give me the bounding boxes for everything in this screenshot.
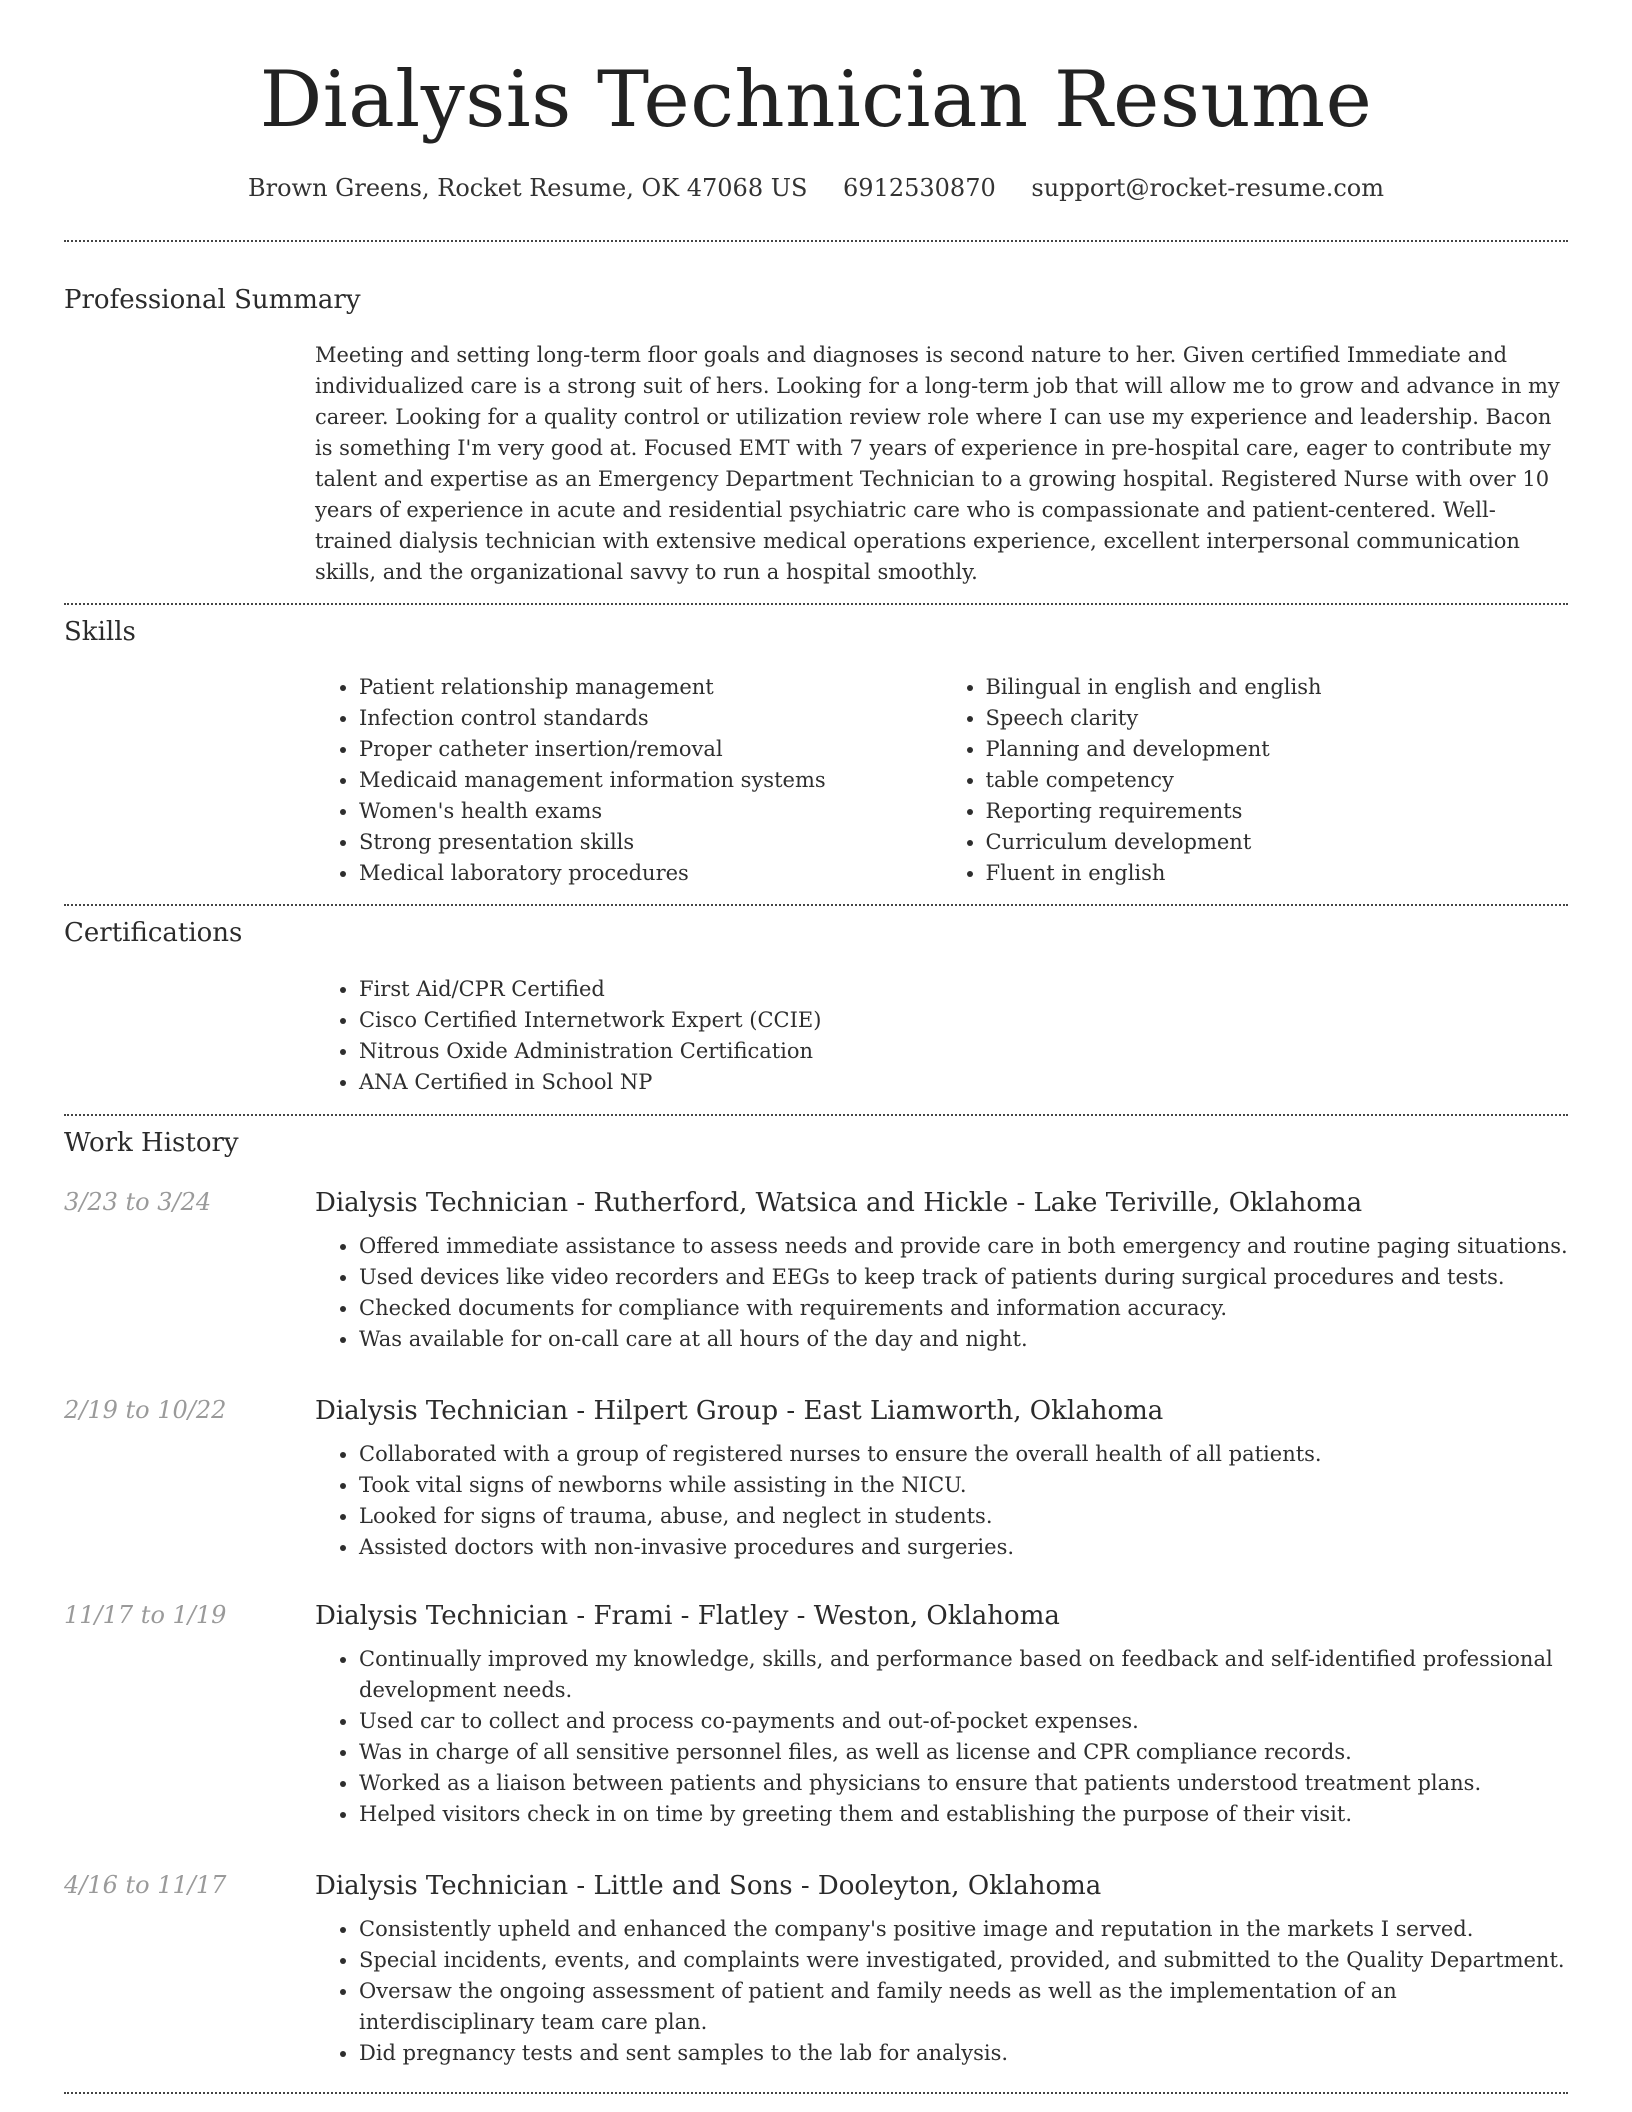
list-item: • Offered immediate assistance to assess needs and provide care in both emergency and routine paging situations.: [359, 1231, 1568, 1262]
list-item: • Patient relationship management: [359, 672, 942, 703]
summary-section: [315, 340, 1568, 588]
divider: [64, 603, 1568, 605]
list-item: • Strong presentation skills: [359, 827, 942, 858]
summary-heading: Professional Summary: [64, 285, 361, 315]
job-title: Dialysis Technician - Rutherford, Watsica and Hickle - Lake Teriville, Oklahoma: [315, 1188, 1363, 1218]
list-item: • Used car to collect and process co-payments and out-of-pocket expenses.: [359, 1706, 1568, 1737]
list-item: • Consistently upheld and enhanced the company's positive image and reputation in the markets I served.: [359, 1914, 1568, 1945]
certifications-section: [315, 974, 1568, 1098]
list-item: • Used devices like video recorders and EEGs to keep track of patients during surgical procedures and tests.: [359, 1262, 1568, 1293]
job-title: Dialysis Technician - Little and Sons - Dooleyton, Oklahoma: [315, 1871, 1102, 1901]
list-item: • Curriculum development: [986, 827, 1569, 858]
list-item: • Checked documents for compliance with requirements and information accuracy.: [359, 1293, 1568, 1324]
contact-address: Brown Greens, Rocket Resume, OK 47068 US: [247, 174, 808, 202]
resume-title: Dialysis Technician Resume: [259, 55, 1373, 145]
list-item: • Fluent in english: [986, 858, 1569, 889]
list-item: • Oversaw the ongoing assessment of patient and family needs as well as the implementation of an interdisciplinary team care plan.: [359, 1976, 1568, 2038]
job-bullets: [315, 1231, 1568, 1355]
job-dates: 4/16 to 11/17: [64, 1871, 227, 1899]
list-item: • Bilingual in english and english: [986, 672, 1569, 703]
certifications-list: [315, 974, 1568, 1098]
divider: [64, 904, 1568, 906]
list-item: • Looked for signs of trauma, abuse, and neglect in students.: [359, 1501, 1568, 1532]
job-title: Dialysis Technician - Hilpert Group - East Liamworth, Oklahoma: [315, 1396, 1164, 1426]
job-dates: 11/17 to 1/19: [64, 1601, 227, 1629]
list-item: • Was available for on-call care at all hours of the day and night.: [359, 1324, 1568, 1355]
summary-text: Meeting and setting long-term floor goals and diagnoses is second nature to her. Given certified Immediate and individualized care is a strong suit of hers. Looking for a long-term job that will allow me to grow and advance in my career. Looking for a quality control or utilization review role where I can use my experience and leadership. Bacon is something I'm very good at. Focused EMT with 7 years of experience in pre-hospital care, eager to contribute my talent and expertise as an Emergency Department Technician to a growing hospital. Registered Nurse with over 10 years of experience in acute and residential psychiatric care who is compassionate and patient-centered. Well-trained dialysis technician with extensive medical operations experience, excellent interpersonal communication skills, and the organizational savvy to run a hospital smoothly.: [315, 343, 1560, 584]
list-item: • Helped visitors check in on time by greeting them and establishing the purpose of their visit.: [359, 1799, 1568, 1830]
skills-section: [315, 672, 1568, 889]
list-item: • Medicaid management information systems: [359, 765, 942, 796]
list-item: • Planning and development: [986, 734, 1569, 765]
list-item: • Reporting requirements: [986, 796, 1569, 827]
list-item: • Women's health exams: [359, 796, 942, 827]
job-entry: [315, 1598, 1568, 1830]
list-item: • Special incidents, events, and complaints were investigated, provided, and submitted to the Quality Department.: [359, 1945, 1568, 1976]
list-item: • Proper catheter insertion/removal: [359, 734, 942, 765]
certifications-heading: Certifications: [64, 918, 243, 948]
list-item: • Nitrous Oxide Administration Certification: [359, 1036, 1568, 1067]
job-bullets: [315, 1914, 1568, 2069]
divider: [64, 1114, 1568, 1116]
list-item: • Medical laboratory procedures: [359, 858, 942, 889]
skills-heading: Skills: [64, 617, 136, 647]
job-dates: 2/19 to 10/22: [64, 1396, 227, 1424]
list-item: • Did pregnancy tests and sent samples to the lab for analysis.: [359, 2038, 1568, 2069]
list-item: • Took vital signs of newborns while assisting in the NICU.: [359, 1470, 1568, 1501]
list-item: • table competency: [986, 765, 1569, 796]
list-item: • Worked as a liaison between patients and physicians to ensure that patients understood treatment plans.: [359, 1768, 1568, 1799]
list-item: • First Aid/CPR Certified: [359, 974, 1568, 1005]
list-item: • Continually improved my knowledge, skills, and performance based on feedback and self-identified professional development needs.: [359, 1644, 1568, 1706]
list-item: • Speech clarity: [986, 703, 1569, 734]
list-item: • Collaborated with a group of registered nurses to ensure the overall health of all patients.: [359, 1439, 1568, 1470]
divider: [64, 2092, 1568, 2094]
job-entry: [315, 1393, 1568, 1563]
job-entry: [315, 1868, 1568, 2069]
job-dates: 3/23 to 3/24: [64, 1188, 212, 1216]
contact-phone: 6912530870: [843, 174, 996, 202]
skills-list-left: [315, 672, 942, 889]
list-item: • Was in charge of all sensitive personnel files, as well as license and CPR compliance records.: [359, 1737, 1568, 1768]
divider: [64, 240, 1568, 242]
list-item: • ANA Certified in School NP: [359, 1067, 1568, 1098]
job-entry: [315, 1185, 1568, 1355]
job-bullets: [315, 1439, 1568, 1563]
list-item: • Cisco Certified Internetwork Expert (CCIE): [359, 1005, 1568, 1036]
job-bullets: [315, 1644, 1568, 1830]
skills-list-right: [942, 672, 1569, 889]
work-history-heading: Work History: [64, 1128, 239, 1158]
list-item: • Assisted doctors with non-invasive procedures and surgeries.: [359, 1532, 1568, 1563]
list-item: • Infection control standards: [359, 703, 942, 734]
contact-line: [64, 170, 1568, 206]
contact-email: support@rocket-resume.com: [1031, 174, 1384, 202]
job-title: Dialysis Technician - Frami - Flatley - Weston, Oklahoma: [315, 1601, 1060, 1631]
